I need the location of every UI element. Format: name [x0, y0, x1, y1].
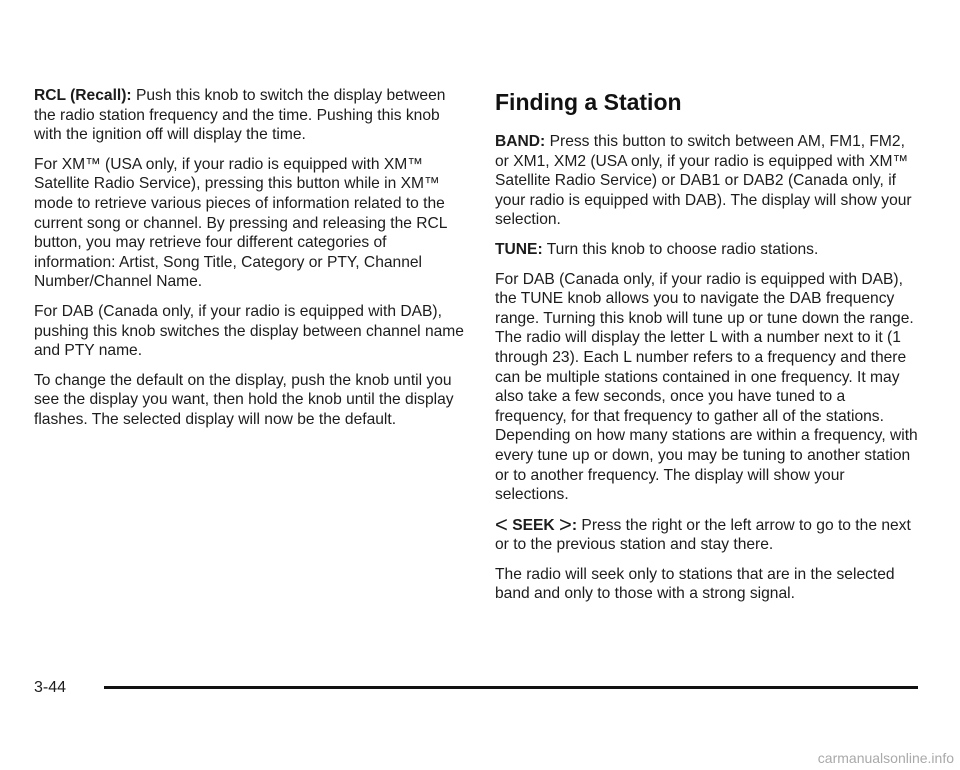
- section-heading: Finding a Station: [495, 89, 682, 115]
- seek-only-paragraph: The radio will seek only to stations that are in the selected band and only to those with a strong signal.: [495, 565, 895, 603]
- tune-paragraph: [495, 240, 920, 260]
- band-description: Press this button to switch between AM, FM1, FM2, or XM1, XM2 (USA only, if your radio is equipped with XM™ Satellite Radio Service) or DAB1 or DAB2 (Canada only, if your radio is equipped with DAB). The display will show your selection.: [495, 133, 912, 229]
- seek-term: SEEK: [512, 516, 555, 534]
- tune-term: TUNE:: [495, 240, 543, 258]
- right-column: [495, 86, 920, 614]
- page-number: 3-44: [34, 679, 67, 696]
- seek-colon: :: [571, 516, 578, 534]
- default-display-paragraph: To change the default on the display, push the knob until you see the display you want, then hold the knob until the display flashes. The selected display will now be the default.: [34, 371, 454, 428]
- footer-rule: [104, 686, 918, 689]
- watermark: carmanualsonline.info: [817, 750, 954, 766]
- dab-rcl-paragraph: For DAB (Canada only, if your radio is equipped with DAB), pushing this knob switches the display between channel name and PTY name.: [34, 302, 464, 360]
- rcl-description: Push this knob to switch the display between the radio station frequency and the time. Pushing this knob with the ignition off will display the time.: [34, 87, 446, 144]
- band-paragraph: [495, 132, 920, 230]
- page-footer: [34, 678, 918, 702]
- xm-rcl-paragraph: For XM™ (USA only, if your radio is equipped with XM™ Satellite Radio Service), pressing this button while in XM™ mode to retrieve various pieces of information related to the current song or channel. By pressing and releasing the RCL button, you may retrieve four different categories of information: Artist, Song Title, Category or PTY, Channel Number/Channel Name.: [34, 155, 447, 291]
- dab-tune-paragraph: For DAB (Canada only, if your radio is equipped with DAB), the TUNE knob allows you to navigate the DAB frequency range. Turning this knob will tune up or tune down the range. The radio will display the letter L with a number next to it (1 through 23). Each L number refers to a frequency and there can be multiple stations contained in one frequency. It may also take a few seconds, once you have tuned to a frequency, for that frequency to gather all of the stations. Depending on how many stations are within a frequency, with every tune up or down, you may be tuning to another station or to another frequency. The display will show your selections.: [495, 270, 918, 504]
- seek-left-arrow-icon: <: [495, 511, 508, 537]
- seek-paragraph: [495, 511, 920, 555]
- rcl-term: RCL (Recall):: [34, 87, 132, 104]
- left-column: [34, 86, 464, 440]
- seek-right-arrow-icon: >: [559, 511, 572, 537]
- tune-description: Turn this knob to choose radio stations.: [546, 240, 819, 258]
- seek-description: Press the right or the left arrow to go to the next or to the previous station and stay there.: [495, 516, 911, 554]
- rcl-paragraph: [34, 86, 464, 145]
- band-term: BAND:: [495, 133, 546, 150]
